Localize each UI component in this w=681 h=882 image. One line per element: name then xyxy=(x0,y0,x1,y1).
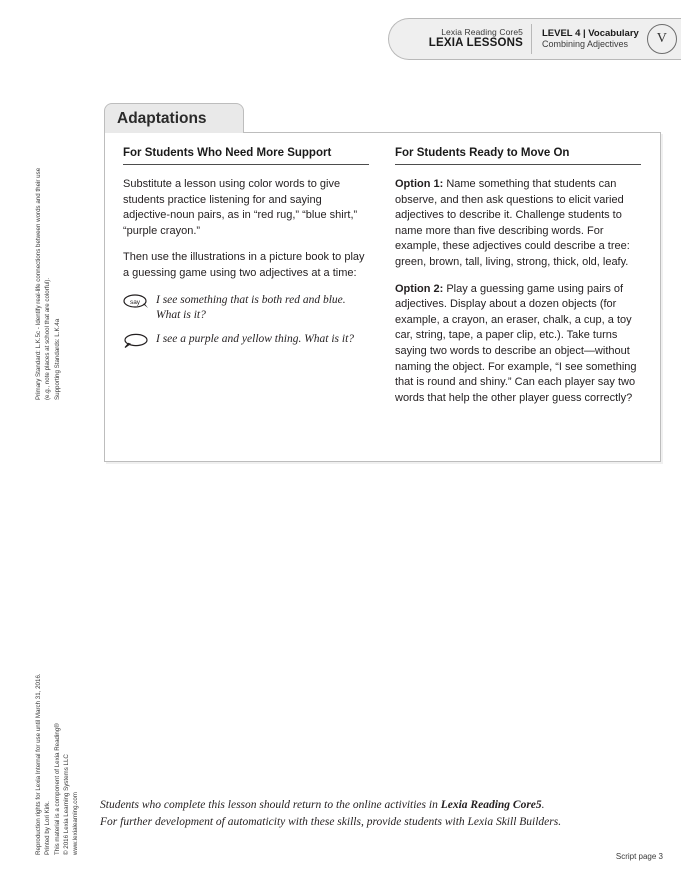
legal-sidebar-text xyxy=(34,673,80,855)
vocabulary-badge-icon: V xyxy=(647,24,677,54)
brand-series-name: LEXIA LESSONS xyxy=(428,37,523,50)
footer-line-1-pre: Students who complete this lesson should return to the online activities in xyxy=(100,799,441,811)
footer-note xyxy=(100,797,660,832)
legal-website: www.lexialearning.com xyxy=(72,792,80,855)
footer-line-1 xyxy=(100,797,660,814)
adaptations-panel xyxy=(104,103,661,462)
page-number-label: Script page 3 xyxy=(615,852,663,861)
support-paragraph: Substitute a lesson using color words to give students practice listening for and saying adjective-noun pairs, as in “red rug,” “blue shirt,” “purple crayon.” xyxy=(123,178,358,237)
speech-bubble-icon xyxy=(123,333,149,353)
standards-sidebar-text xyxy=(34,168,62,400)
adaptations-tab xyxy=(104,103,244,133)
adaptations-panel-body xyxy=(104,132,661,462)
footer-line-2: For further development of automaticity with these skills, provide students with Lexia Skill Builders. xyxy=(100,816,562,829)
legal-line: Reproduction rights for Lexia Internal for use until March 31, 2016. xyxy=(35,673,42,855)
move-on-column-title: For Students Ready to Move On xyxy=(395,147,641,165)
level-subtitle: Combining Adjectives xyxy=(542,39,629,50)
standards-line: Primary Standard: L.K.5c - Identify real-life connections between words and their use xyxy=(35,167,42,400)
option-text: Play a guessing game using pairs of adjectives. Display about a dozen objects (for example, a crayon, an eraser, chalk, a cup, a toy car, string, tape, a paper clip, etc.). Take turns saying two words to describe an object—without naming the object. For example, “I see something that is round and shiny.” Can each player say two words that help the other player guess correctly? xyxy=(395,282,637,404)
brand-block xyxy=(389,28,523,51)
move-on-column xyxy=(395,147,641,418)
level-block xyxy=(531,24,639,54)
legal-line: © 2016 Lexia Learning Systems LLC xyxy=(62,754,70,855)
standards-line: Supporting Standards: L.K.4a xyxy=(53,318,61,400)
support-column-title: For Students Who Need More Support xyxy=(123,147,369,165)
option-label: Option 1: xyxy=(395,178,444,190)
support-column xyxy=(123,147,369,418)
say-bubble-icon xyxy=(123,294,149,314)
option-label: Option 2: xyxy=(395,282,444,295)
standards-line: (e.g., note places at school that are colorful). xyxy=(44,277,52,400)
level-title: LEVEL 4 | Vocabulary xyxy=(542,27,639,39)
option-paragraph xyxy=(395,177,641,271)
brand-product-name: Lexia Reading Core5 xyxy=(441,26,523,37)
footer-line-1-post: . xyxy=(541,799,545,811)
footer-line-1-bold: Lexia Reading Core5 xyxy=(440,799,542,811)
option-text: Name something that students can observe, and then ask questions to elicit varied adjectives to describe it. Challenge students to name more than five describing words. For example, these adjectives could describe a tree: green, brown, tall, living, strong, thick, old, leafy. xyxy=(395,178,630,269)
adaptations-tab-label: Adaptations xyxy=(117,109,207,127)
svg-text:say: say xyxy=(129,298,141,306)
legal-line: This material is a component of Lexia Reading® xyxy=(53,723,61,855)
say-line xyxy=(123,332,369,353)
lesson-header-badge xyxy=(388,18,681,60)
say-line-text: I see something that is both red and blue. What is it? xyxy=(156,293,346,321)
support-paragraph: Then use the illustrations in a picture book to play a guessing game using two adjectives at a time: xyxy=(123,251,365,280)
say-line-text: I see a purple and yellow thing. What is it? xyxy=(156,332,355,345)
say-line xyxy=(123,293,369,323)
legal-line: Printed by Lori Kirk. xyxy=(44,801,52,855)
option-paragraph xyxy=(395,282,641,407)
